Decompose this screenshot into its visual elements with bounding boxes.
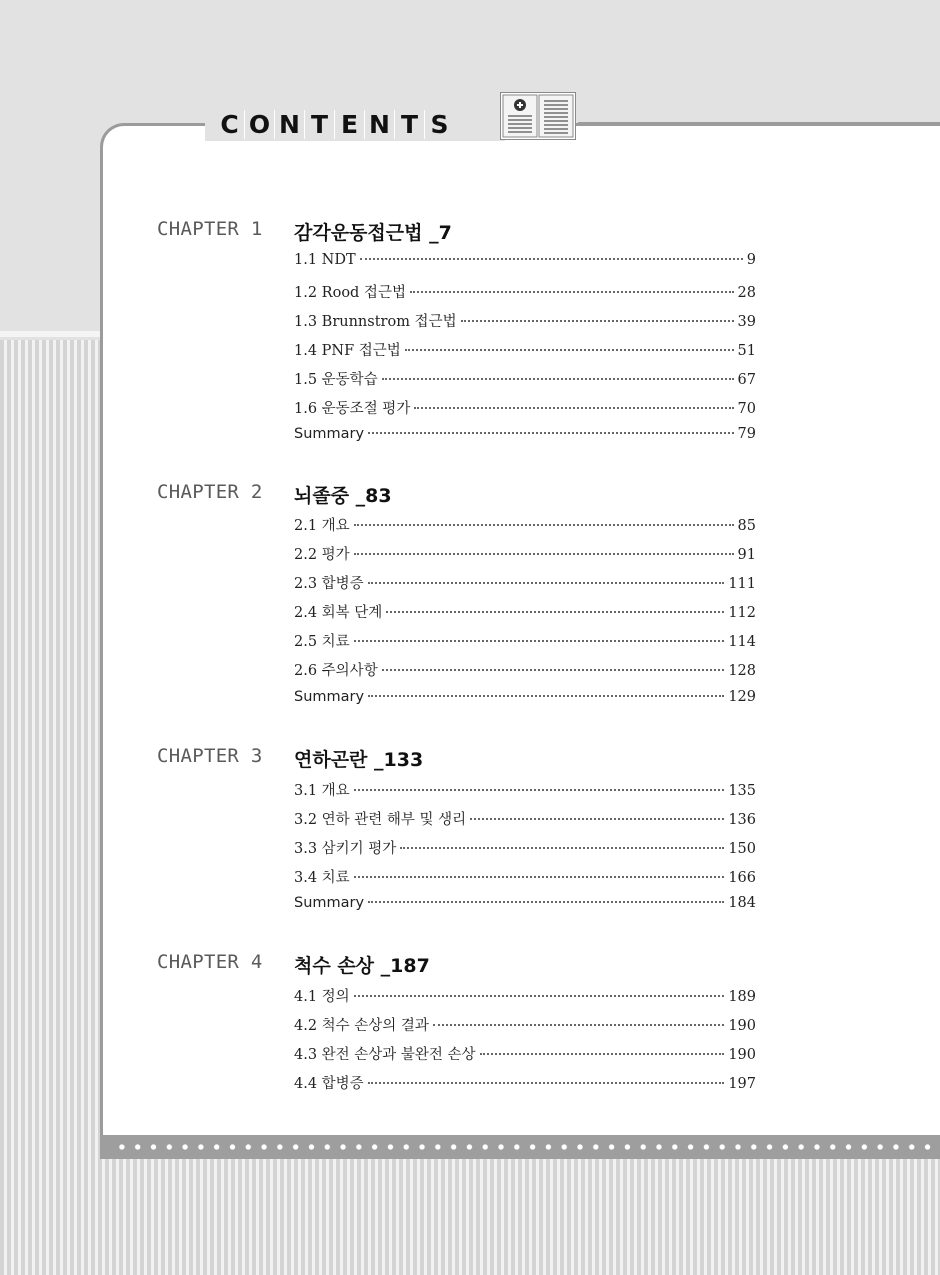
toc-entry-page: 166 <box>728 870 756 886</box>
toc-entry-label: 3.3 삼키기 평가 <box>294 841 397 857</box>
toc-entry[interactable] <box>294 601 756 622</box>
toc-entry-label: 2.1 개요 <box>294 518 350 534</box>
toc-entry-label: 2.2 평가 <box>294 547 350 563</box>
toc-entry-page: 184 <box>728 895 756 911</box>
toc-entry-page: 112 <box>728 605 756 621</box>
leader-dots <box>368 695 724 697</box>
toc-entry-label: 2.5 치료 <box>294 634 350 650</box>
toc-entry-page: 111 <box>728 576 756 592</box>
toc-entry-page: 85 <box>737 518 756 534</box>
heading-letter: E <box>334 110 364 139</box>
leader-dots <box>368 901 724 903</box>
toc-entry-summary[interactable] <box>294 895 756 911</box>
leader-dots <box>433 1024 724 1026</box>
toc-entry-label: 2.4 회복 단계 <box>294 605 383 621</box>
toc-entry[interactable] <box>294 779 756 800</box>
toc-entry[interactable] <box>294 866 756 887</box>
leader-dots <box>354 553 734 555</box>
toc-entry-summary[interactable] <box>294 426 756 442</box>
toc-entry-page: 79 <box>737 426 756 442</box>
background-divider <box>0 331 100 337</box>
toc-entry-page: 51 <box>737 343 756 359</box>
open-book-icon <box>500 92 576 140</box>
chapter-label: CHAPTER 1 <box>157 218 263 240</box>
heading-letter: C <box>220 109 239 139</box>
contents-panel <box>100 123 940 1135</box>
leader-dots <box>354 640 725 642</box>
leader-dots <box>405 349 734 351</box>
heading-letter: N <box>364 110 394 139</box>
chapter-title: 감각운동접근법 _7 <box>294 222 452 244</box>
toc-entry[interactable] <box>294 252 756 268</box>
toc-entry-page: 67 <box>737 372 756 388</box>
leader-dots <box>368 432 733 434</box>
chapter-title: 연하곤란 _133 <box>294 749 424 771</box>
toc-entry[interactable] <box>294 368 756 389</box>
toc-entry-page: 28 <box>737 285 756 301</box>
toc-entry-label: 4.3 완전 손상과 불완전 손상 <box>294 1047 476 1063</box>
toc-entry-label: 4.1 정의 <box>294 989 350 1005</box>
toc-entry-page: 136 <box>728 812 756 828</box>
toc-entry-label: 3.4 치료 <box>294 870 350 886</box>
toc-entry[interactable] <box>294 837 756 858</box>
toc-entry-label: Summary <box>294 895 365 911</box>
toc-entry-page: 9 <box>746 252 756 268</box>
leader-dots <box>368 582 725 584</box>
toc-entry[interactable] <box>294 1043 756 1064</box>
leader-dots <box>360 258 743 260</box>
leader-dots <box>410 291 734 293</box>
leader-dots <box>354 789 725 791</box>
toc-entry-label: 1.5 운동학습 <box>294 372 378 388</box>
heading-letter: O <box>244 110 274 139</box>
toc-entry-label: Summary <box>294 689 365 705</box>
chapter-label: CHAPTER 4 <box>157 951 263 973</box>
toc-entry-label: 4.2 척수 손상의 결과 <box>294 1018 429 1034</box>
footer-dot-row <box>114 1142 934 1152</box>
toc-entry-page: 135 <box>728 783 756 799</box>
toc-entry-page: 129 <box>728 689 756 705</box>
toc-entry[interactable] <box>294 281 756 302</box>
toc-entry-label: 2.6 주의사항 <box>294 663 378 679</box>
toc-entry-label: 1.3 Brunnstrom 접근법 <box>294 314 457 330</box>
leader-dots <box>354 995 725 997</box>
toc-entry-summary[interactable] <box>294 689 756 705</box>
toc-entry[interactable] <box>294 397 756 418</box>
toc-entry[interactable] <box>294 630 756 651</box>
toc-entry-label: 1.1 NDT <box>294 252 356 268</box>
toc-entry-label: 1.2 Rood 접근법 <box>294 285 406 301</box>
toc-entry-label: Summary <box>294 426 365 442</box>
heading-letter: T <box>304 110 334 139</box>
heading-letter: T <box>394 110 424 139</box>
toc-entry-page: 70 <box>737 401 756 417</box>
leader-dots <box>368 1082 725 1084</box>
toc-entry[interactable] <box>294 572 756 593</box>
toc-entry-page: 150 <box>728 841 756 857</box>
leader-dots <box>382 669 725 671</box>
toc-entry-page: 197 <box>728 1076 756 1092</box>
toc-entry[interactable] <box>294 659 756 680</box>
toc-entry-page: 114 <box>728 634 756 650</box>
toc-entry-label: 2.3 합병증 <box>294 576 364 592</box>
leader-dots <box>461 320 734 322</box>
chapter-title: 척수 손상 _187 <box>294 955 430 977</box>
leader-dots <box>382 378 734 380</box>
toc-entry-page: 190 <box>728 1018 756 1034</box>
chapter-title: 뇌졸중 _83 <box>294 485 392 507</box>
toc-entry[interactable] <box>294 543 756 564</box>
toc-entry[interactable] <box>294 808 756 829</box>
chapter-label: CHAPTER 2 <box>157 481 263 503</box>
leader-dots <box>470 818 724 820</box>
toc-entry-page: 39 <box>737 314 756 330</box>
toc-entry-label: 1.4 PNF 접근법 <box>294 343 401 359</box>
leader-dots <box>386 611 724 613</box>
toc-entry-label: 1.6 운동조절 평가 <box>294 401 411 417</box>
toc-entry[interactable] <box>294 339 756 360</box>
toc-entry-page: 189 <box>728 989 756 1005</box>
leader-dots <box>354 524 734 526</box>
chapter-label: CHAPTER 3 <box>157 745 263 767</box>
toc-entry[interactable] <box>294 1014 756 1035</box>
toc-entry[interactable] <box>294 310 756 331</box>
leader-dots <box>480 1053 725 1055</box>
contents-heading <box>215 106 454 142</box>
leader-dots <box>414 407 733 409</box>
toc-entry-label: 3.2 연하 관련 해부 및 생리 <box>294 812 467 828</box>
heading-letter: S <box>424 110 454 139</box>
toc-entry[interactable] <box>294 514 756 535</box>
toc-entry-page: 91 <box>737 547 756 563</box>
toc-entry-page: 190 <box>728 1047 756 1063</box>
heading-letter: N <box>274 110 304 139</box>
toc-entry-page: 128 <box>728 663 756 679</box>
toc-entry[interactable] <box>294 985 756 1006</box>
toc-entry-label: 4.4 합병증 <box>294 1076 364 1092</box>
leader-dots <box>354 876 725 878</box>
toc-entry[interactable] <box>294 1072 756 1093</box>
toc-entry-label: 3.1 개요 <box>294 783 350 799</box>
leader-dots <box>400 847 724 849</box>
